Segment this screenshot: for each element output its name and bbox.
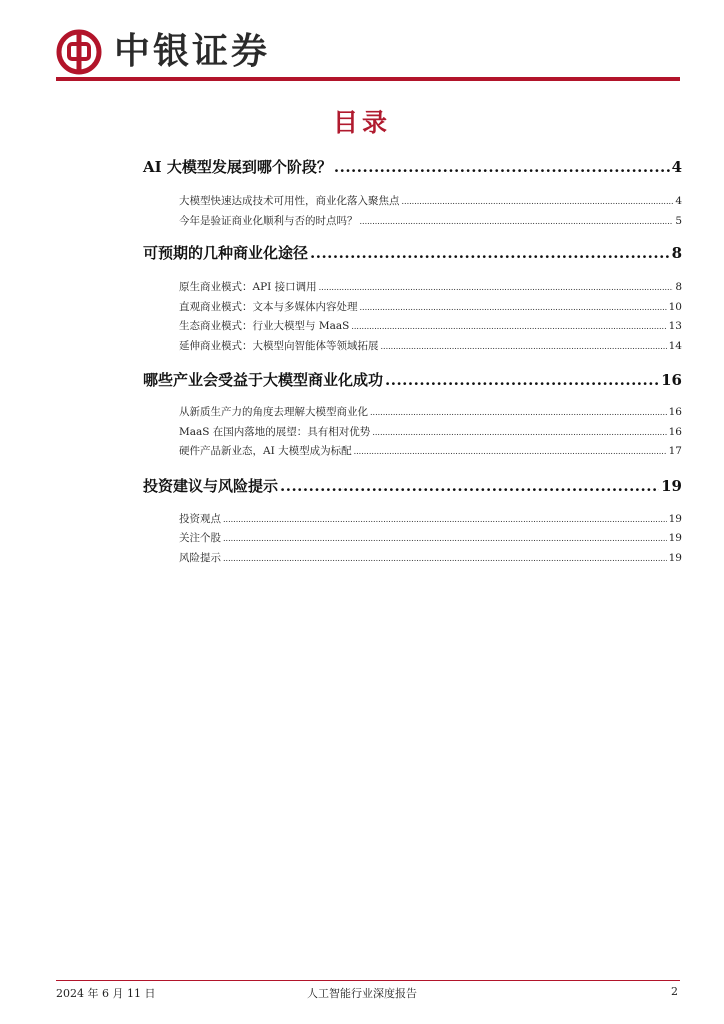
toc-item[interactable]	[179, 443, 682, 458]
toc-item[interactable]	[179, 193, 682, 208]
toc-item-page: 14	[668, 340, 682, 352]
toc-item-page: 8	[675, 281, 682, 293]
dot-leader	[360, 217, 674, 226]
toc-item-title: 延伸商业模式：大模型向智能体等领域拓展	[179, 340, 379, 352]
toc-section[interactable]	[143, 475, 682, 496]
toc-section[interactable]	[143, 156, 682, 177]
toc-item-page: 16	[668, 426, 682, 438]
toc-item-title: 原生商业模式：API 接口调用	[179, 281, 317, 293]
toc-item-title: 风险提示	[179, 552, 221, 564]
toc-section-page: 8	[671, 244, 682, 262]
dot-leader	[223, 534, 667, 543]
toc-item[interactable]	[179, 511, 682, 526]
toc-item-page: 19	[668, 513, 682, 525]
dot-leader	[351, 322, 666, 331]
toc-item[interactable]	[179, 530, 682, 545]
toc-item-title: 直观商业模式：文本与多媒体内容处理	[179, 301, 358, 313]
dot-leader	[354, 447, 667, 456]
dot-leader	[334, 158, 670, 176]
toc-item-page: 13	[668, 320, 682, 332]
toc-section[interactable]	[143, 369, 682, 390]
toc-item-page: 16	[668, 406, 682, 418]
toc-section-page: 19	[661, 477, 682, 495]
toc-item[interactable]	[179, 550, 682, 565]
toc-item[interactable]	[179, 404, 682, 419]
toc-item-title: 投资观点	[179, 513, 221, 525]
footer-page-number: 2	[671, 985, 678, 998]
dot-leader	[223, 515, 667, 524]
toc-item-title: 从新质生产力的角度去理解大模型商业化	[179, 406, 368, 418]
toc-item-page: 4	[675, 195, 682, 207]
dot-leader	[370, 408, 667, 417]
dot-leader	[223, 554, 667, 563]
dot-leader	[372, 428, 666, 437]
toc-section-page: 4	[671, 158, 682, 176]
toc-item-page: 19	[668, 532, 682, 544]
toc-section-title: 投资建议与风险提示	[143, 477, 279, 495]
toc-title: 目录	[332, 108, 391, 137]
toc-item-page: 10	[668, 301, 682, 313]
header-divider	[56, 77, 680, 81]
toc-item-title: 今年是验证商业化顺利与否的时点吗？	[179, 215, 358, 227]
dot-leader	[381, 342, 667, 351]
footer-date: 2024 年 6 月 11 日	[56, 987, 156, 1000]
toc-item[interactable]	[179, 299, 682, 314]
footer-divider	[56, 980, 680, 981]
toc-item[interactable]	[179, 213, 682, 228]
toc-item[interactable]	[179, 318, 682, 333]
toc-section-page: 16	[661, 371, 682, 389]
toc-item[interactable]	[179, 279, 682, 294]
toc-item-title: 大模型快速达成技术可用性，商业化落入聚焦点	[179, 195, 400, 207]
toc-item-title: 关注个股	[179, 532, 221, 544]
bank-of-china-logo-icon	[56, 29, 102, 75]
dot-leader	[360, 303, 667, 312]
toc-section-title: 可预期的几种商业化途径	[143, 244, 309, 262]
brand-name: 中银证券	[114, 31, 271, 72]
toc-item-title: 生态商业模式：行业大模型与 MaaS	[179, 320, 350, 332]
dot-leader	[402, 197, 674, 206]
dot-leader	[310, 244, 670, 262]
dot-leader	[385, 371, 659, 389]
toc-item-page: 19	[668, 552, 682, 564]
report-header	[56, 28, 270, 76]
footer-report-type: 人工智能行业深度报告	[307, 987, 417, 1000]
toc-section-title: 哪些产业会受益于大模型商业化成功	[143, 371, 384, 389]
dot-leader	[319, 283, 674, 292]
toc-item[interactable]	[179, 424, 682, 439]
dot-leader	[280, 477, 659, 495]
toc-item-page: 17	[668, 445, 682, 457]
toc-section-title: AI 大模型发展到哪个阶段？	[143, 158, 332, 176]
toc-item-page: 5	[675, 215, 682, 227]
toc-item-title: 硬件产品新业态，AI 大模型成为标配	[179, 445, 352, 457]
toc-item-title: MaaS 在国内落地的展望：具有相对优势	[179, 426, 371, 438]
toc-section[interactable]	[143, 242, 682, 263]
toc-item[interactable]	[179, 338, 682, 353]
